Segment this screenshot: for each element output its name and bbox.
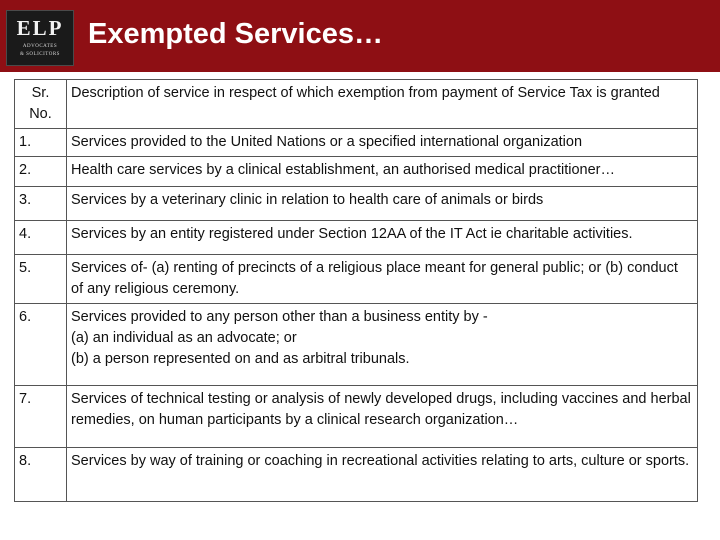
row-number: 4.	[15, 221, 67, 255]
row-description	[67, 304, 698, 386]
sr-no-header-line-1: Sr.	[31, 85, 50, 101]
row-description	[67, 386, 698, 448]
row-number: 5.	[15, 255, 67, 304]
row-description	[67, 255, 698, 304]
row-number: 8.	[15, 448, 67, 502]
row-number: 7.	[15, 386, 67, 448]
row-number: 2.	[15, 157, 67, 187]
description-line: Services of technical testing or analysis of newly developed drugs, including vaccines and herbal remedies, on human participants by a clinical research organization…	[71, 391, 691, 428]
description-line: Services provided to the United Nations or a specified international organization	[71, 134, 583, 150]
description-line: (a) an individual as an advocate; or	[71, 330, 297, 346]
exempted-services-table	[14, 79, 698, 502]
sr-no-header-line-2: No.	[29, 106, 52, 122]
row-number: 6.	[15, 304, 67, 386]
sr-no-header	[15, 80, 67, 129]
table-row	[15, 448, 698, 502]
description-line: (b) a person represented on and as arbitral tribunals.	[71, 351, 410, 367]
slide-title: Exempted Services…	[88, 18, 383, 50]
table-body	[15, 129, 698, 502]
row-number: 3.	[15, 187, 67, 221]
row-description	[67, 448, 698, 502]
table-header-row	[15, 80, 698, 129]
description-line: Services of- (a) renting of precincts of a religious place meant for general public; or (b) conduct of any religious ceremony.	[71, 260, 678, 297]
description-line: Services by an entity registered under Section 12AA of the IT Act ie charitable activities.	[71, 226, 633, 242]
logo-text: ELP	[16, 16, 64, 40]
description-line: Services by a veterinary clinic in relation to health care of animals or birds	[71, 192, 544, 208]
title-bar	[0, 0, 720, 72]
row-description	[67, 129, 698, 157]
table-row	[15, 255, 698, 304]
table-row	[15, 386, 698, 448]
table-row	[15, 129, 698, 157]
description-line: Services by way of training or coaching in recreational activities relating to arts, culture or sports.	[71, 453, 690, 469]
row-number: 1.	[15, 129, 67, 157]
elp-logo	[6, 10, 74, 66]
description-header: Description of service in respect of which exemption from payment of Service Tax is granted	[67, 80, 698, 129]
logo-subtitle-line-1: ADVOCATES	[22, 44, 58, 49]
table-row	[15, 157, 698, 187]
table-row	[15, 187, 698, 221]
row-description	[67, 187, 698, 221]
table-row	[15, 304, 698, 386]
table-row	[15, 221, 698, 255]
row-description	[67, 157, 698, 187]
logo-subtitle-line-2: & SOLICITORS	[20, 52, 60, 57]
description-line: Services provided to any person other than a business entity by -	[71, 309, 488, 325]
row-description	[67, 221, 698, 255]
description-line: Health care services by a clinical establishment, an authorised medical practitioner…	[71, 162, 616, 178]
